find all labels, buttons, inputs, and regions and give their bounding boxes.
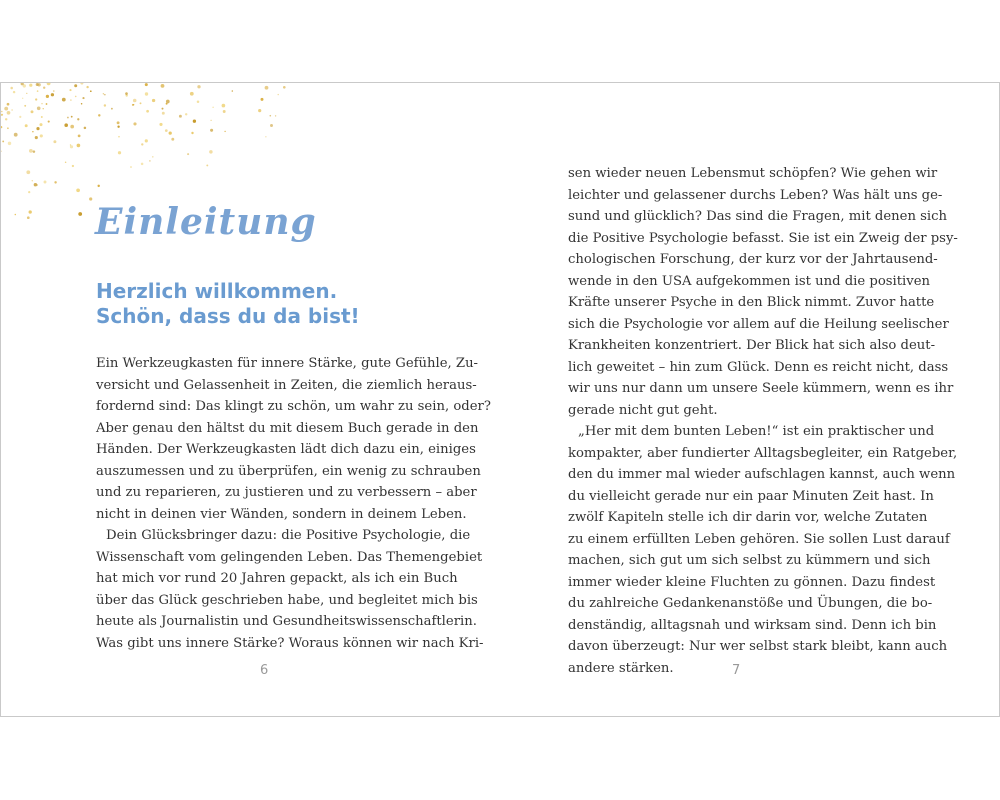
confetti-dot [261,98,264,101]
confetti-dot [26,170,30,174]
confetti-dot [11,109,12,110]
confetti-dot [4,107,8,111]
confetti-dot [47,83,51,85]
confetti-dot [141,163,144,166]
confetti-dot [212,107,213,108]
confetti-dot [210,129,213,132]
confetti-dot [179,115,182,118]
text-line: davon überzeugt: Nur wer selbst stark bleibt, kann auch [568,639,948,654]
text-line: hat mich vor rund 20 Jahren gepackt, als ich ein Buch [96,571,458,586]
confetti-dot [278,94,279,95]
confetti-dot [77,118,79,120]
confetti-dot [35,98,37,100]
confetti-dot [104,104,106,106]
confetti-dot [89,197,92,200]
text-line: wir uns nur dann um unsere Seele kümmern, wenn es ihr [568,381,954,396]
confetti-dot [22,98,23,99]
confetti-dot [187,153,189,155]
confetti-dot [7,111,11,115]
text-line: Ein Werkzeugkasten für innere Stärke, gute Gefühle, Zu- [96,356,479,371]
confetti-dot [27,216,30,219]
confetti-dot [46,103,48,105]
confetti-dot [117,121,120,124]
text-line: andere stärken. [568,660,674,676]
confetti-dot [141,143,143,145]
confetti-dot [185,113,187,115]
confetti-dot [32,131,33,132]
confetti-dot [125,92,128,95]
confetti-dot [118,136,120,138]
confetti-dot [10,87,13,90]
confetti-dot [35,136,38,139]
text-line: den du immer mal wieder aufschlagen kannst, auch wenn [568,467,956,482]
confetti-dot [82,97,84,99]
confetti-dot [70,99,71,100]
text-line: nicht in deinen vier Wänden, sondern in deinem Leben. [96,506,467,522]
confetti-dot [28,191,30,193]
confetti-dot [193,120,196,123]
paragraph [568,421,958,679]
confetti-dot [19,116,21,118]
chapter-title: Einleitung [95,201,317,243]
chapter-subtitle [96,279,360,329]
confetti-dot [53,140,56,143]
page-number: 6 [260,663,269,678]
text-line: leichter und gelassener durchs Leben? Was hält uns ge- [568,187,943,203]
confetti-dot [78,135,81,138]
confetti-dot [24,105,26,107]
confetti-dot [265,136,266,137]
confetti-dot [206,164,208,166]
confetti-dot [70,145,73,148]
confetti-dot [97,185,99,187]
confetti-dot [46,95,49,98]
confetti-dot [209,150,212,153]
text-line: Wissenschaft vom gelingenden Leben. Das Themengebiet [96,549,483,565]
confetti-dot [232,90,234,92]
confetti-dot [210,120,211,121]
confetti-dot [145,83,148,86]
confetti-dot [32,180,33,181]
confetti-dot [36,127,39,130]
confetti-dot [140,102,142,104]
text-line: fordernd sind: Das klingt zu schön, um wahr zu sein, oder? [96,399,491,414]
confetti-dot [53,90,55,92]
confetti-dot [1,126,2,128]
left-page [1,83,500,716]
confetti-dot [283,86,286,89]
confetti-dot [5,118,7,120]
confetti-dot [65,161,67,163]
confetti-dot [166,103,168,105]
confetti-dot [171,138,174,141]
confetti-dot [37,90,39,92]
confetti-dot [191,132,193,134]
confetti-dot [44,181,47,184]
confetti-dot [111,108,113,110]
confetti-dot [36,83,39,86]
confetti-dot [269,115,271,117]
confetti-dot [29,84,32,87]
confetti-dot [40,134,43,137]
confetti-dot [162,108,164,110]
confetti-dot [275,115,276,116]
confetti-dot [41,103,43,105]
confetti-dot [197,85,200,88]
confetti-dot [98,114,100,116]
confetti-dot [152,156,153,157]
confetti-dot [51,93,54,96]
confetti-dot [34,183,37,186]
text-line: sund und glücklich? Das sind die Fragen, mit denen sich [568,209,948,224]
text-line: „Her mit dem bunten Leben!“ ist ein praktischer und [578,424,935,439]
confetti-dot [39,123,42,126]
right-body-text [568,163,958,679]
confetti-dot [72,165,74,167]
text-line: gerade nicht gut geht. [568,402,718,418]
confetti-dot [118,151,121,154]
confetti-dot [103,93,104,94]
confetti-dot [15,214,17,216]
text-line: Dein Glücksbringer dazu: die Positive Psychologie, die [106,528,471,543]
confetti-dot [69,89,71,91]
confetti-dot [54,181,56,183]
confetti-dot [7,103,10,106]
confetti-dot [62,98,66,102]
confetti-dot [190,92,194,96]
confetti-dot [77,144,81,148]
confetti-dot [48,121,50,123]
confetti-dot [162,112,165,115]
confetti-dot [74,84,77,87]
confetti-dot [70,125,74,129]
confetti-dot [7,127,9,129]
left-body-text [96,353,491,654]
text-line: über das Glück geschrieben habe, und begleitet mich bis [96,592,478,608]
confetti-dot [75,96,77,98]
confetti-dot [133,104,134,105]
confetti-dot [26,93,27,94]
confetti-dot [41,116,43,118]
text-line: versicht und Gelassenheit in Zeiten, die ziemlich heraus- [96,377,477,393]
confetti-dot [2,140,4,142]
confetti-dot [145,139,148,142]
text-line: wende in den USA aufgekommen ist und die positiven [568,273,931,289]
confetti-dot [149,160,151,162]
text-line: zu einem erfüllten Leben gehören. Sie sollen Lust darauf [568,531,950,547]
subtitle-line: Herzlich willkommen. [96,279,338,303]
confetti-dot [86,86,88,88]
text-line: chologischen Forschung, der kurz vor der Jahrtausend- [568,252,938,267]
text-line: immer wieder kleine Fluchten zu gönnen. Dazu findest [568,574,936,590]
text-line: zwölf Kapiteln stelle ich dir darin vor, welche Zutaten [568,510,928,525]
confetti-dot [81,103,83,105]
confetti-dot [84,127,87,129]
confetti-dot [71,116,73,118]
confetti-dot [145,92,148,95]
text-line: machen, sich gut um sich selbst zu kümmern und sich [568,553,931,568]
text-line: denständig, alltagsnah und wirksam sind. Denn ich bin [568,617,937,633]
text-line: Aber genau den hältst du mit diesem Buch gerade in den [96,420,479,436]
confetti-dot [169,131,172,134]
confetti-dot [43,108,44,109]
book-spread [0,82,1000,717]
subtitle-line: Schön, dass du da bist! [96,304,360,328]
confetti-dot [165,129,168,132]
confetti-dot [130,166,132,168]
confetti-dot [29,149,33,153]
confetti-dot [37,106,41,110]
text-line: sen wieder neuen Lebensmut schöpfen? Wie gehen wir [568,166,938,181]
confetti-dot [133,99,137,103]
confetti-dot [224,131,225,132]
confetti-dot [67,117,69,119]
confetti-dot [76,188,80,192]
text-line: kompakter, aber fundierter Alltagsbegleiter, ein Ratgeber, [568,445,958,461]
text-line: auszumessen und zu überprüfen, ein wenig zu schrauben [96,463,481,479]
confetti-dot [43,87,45,89]
paragraph [96,353,491,525]
text-line: und zu reparieren, zu justieren und zu verbessern – aber [96,485,477,500]
confetti-dot [1,151,2,152]
text-line: Was gibt uns innere Stärke? Woraus können wir nach Kri- [96,635,484,651]
text-line: sich die Psychologie vor allem auf die Heilung seelischer [568,316,949,332]
text-line: lich geweitet – hin zum Glück. Denn es reicht nicht, dass [568,359,949,375]
confetti-dot [25,124,28,127]
confetti-dot [258,109,261,112]
confetti-dot [197,100,200,103]
paragraph [96,525,484,654]
confetti-dot [152,99,155,102]
text-line: Händen. Der Werkzeugkasten lädt dich dazu ein, einiges [96,442,476,457]
confetti-dot [14,133,18,137]
text-line: Kräfte unserer Psyche in den Blick nimmt. Zuvor hatte [568,295,935,310]
confetti-dot [31,110,34,113]
confetti-dot [13,91,15,93]
confetti-dot [78,212,82,216]
confetti-dot [159,123,162,126]
text-line: Krankheiten konzentriert. Der Blick hat sich also deut- [568,338,936,353]
confetti-dot [1,111,3,113]
confetti-dot [133,122,136,125]
confetti-dot [265,86,269,90]
confetti-dot [161,84,165,88]
confetti-dot [64,123,68,127]
confetti-dot [223,110,226,113]
confetti-dot [117,126,119,128]
confetti-dot [270,124,273,127]
confetti-dot [8,142,11,145]
text-line: du vielleicht gerade nur ein paar Minuten Zeit hast. In [568,488,934,504]
text-line: heute als Journalistin und Gesundheitswissenschaftlerin. [96,614,477,629]
confetti-dot [80,83,83,85]
confetti-dot [146,110,149,113]
page-number: 7 [732,663,741,678]
text-line: die Positive Psychologie befasst. Sie ist ein Zweig der psy- [568,230,958,246]
paragraph [568,163,958,421]
confetti-dot [104,94,105,95]
confetti-dot [1,114,3,116]
confetti-dot [33,150,36,153]
confetti-dot [90,90,92,92]
confetti-dot [29,210,32,213]
right-page [500,83,999,716]
confetti-dot [222,104,226,108]
text-line: du zahlreiche Gedankenanstöße und Übungen, die bo- [568,596,933,611]
